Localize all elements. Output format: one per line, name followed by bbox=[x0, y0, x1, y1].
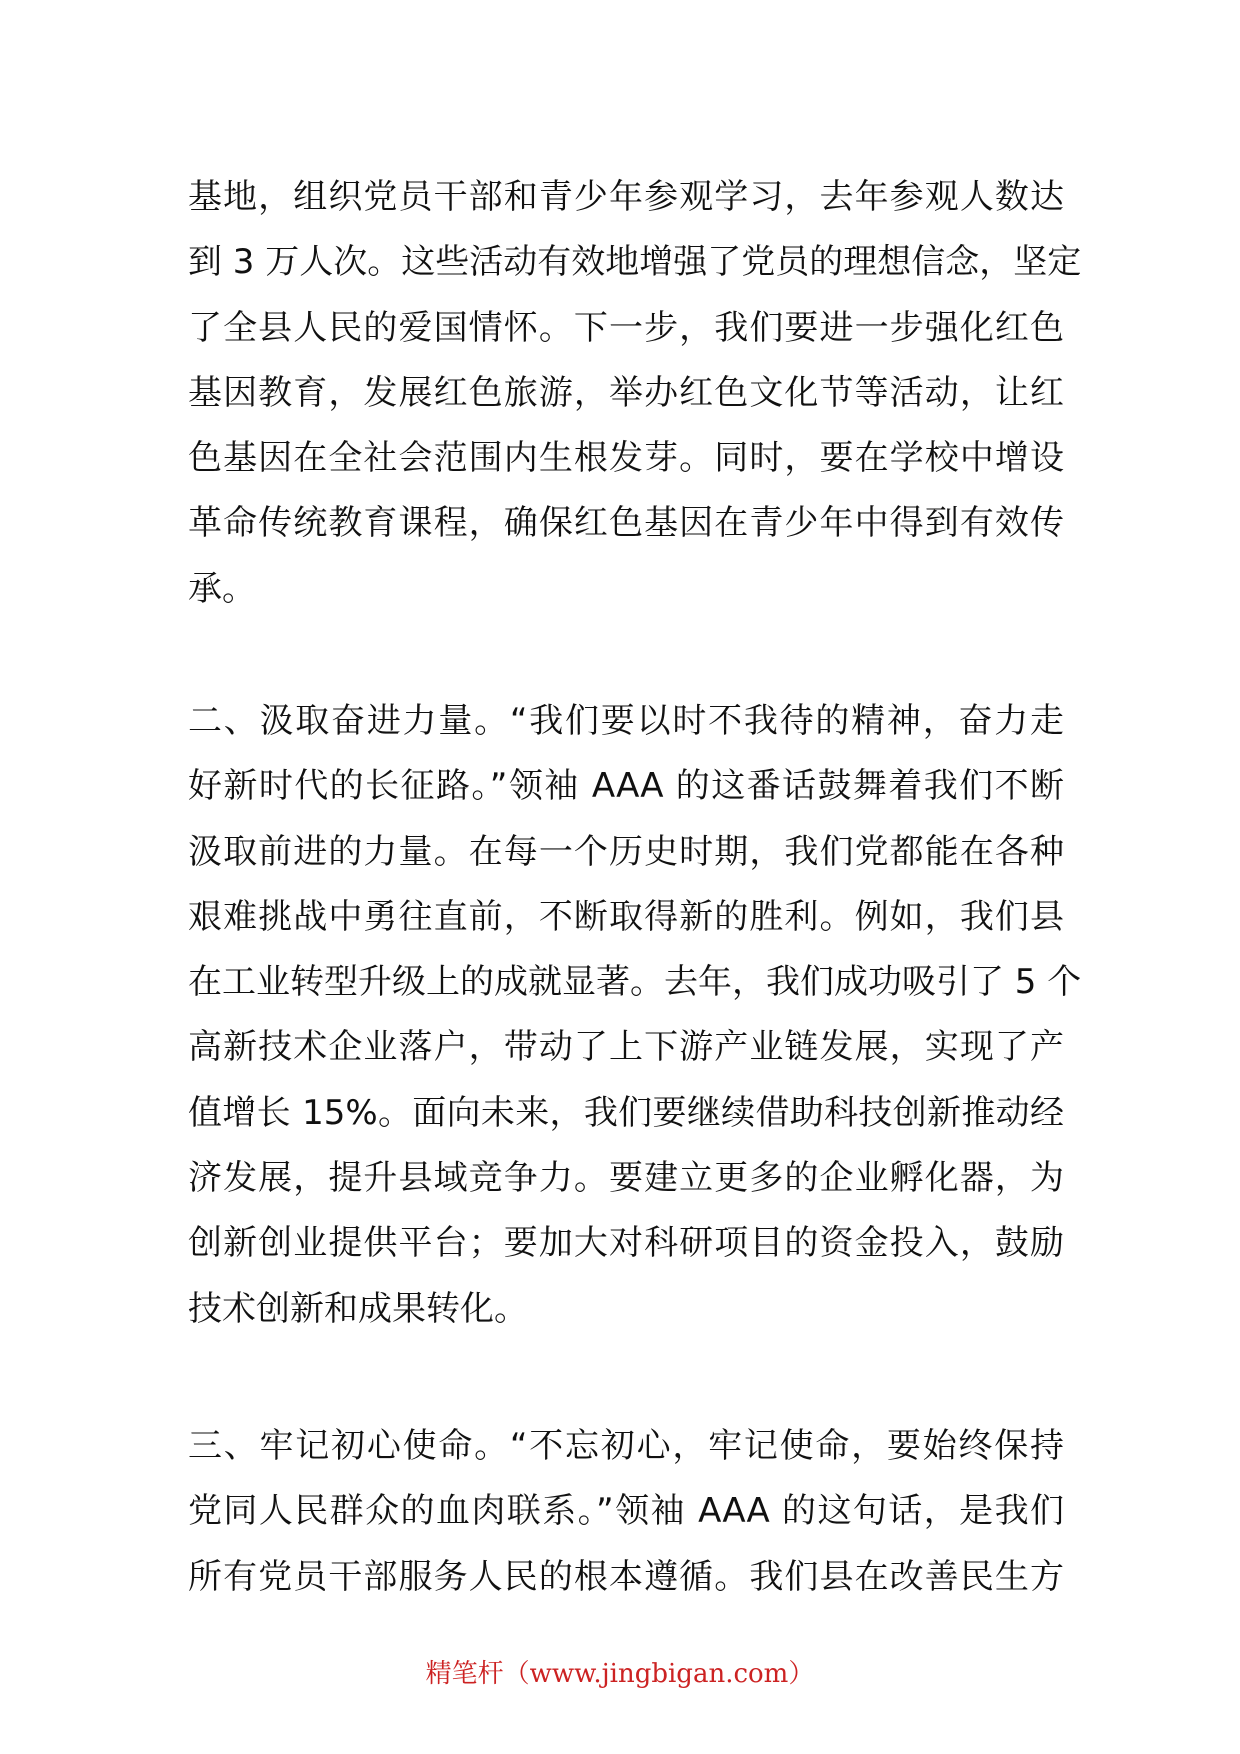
paragraph-line: 承。 bbox=[188, 568, 256, 609]
paragraph-line: 所有党员干部服务人民的根本遵循。我们县在改善民生方 bbox=[188, 1556, 1064, 1597]
paragraph-line: 济发展，提升县域竞争力。要建立更多的企业孵化器，为 bbox=[188, 1158, 1064, 1199]
paragraph-line: 二、汲取奋进力量。“我们要以时不我待的精神，奋力走 bbox=[188, 701, 1064, 741]
paragraph-3-original-mission bbox=[188, 1414, 1064, 1610]
paragraph-line: 高新技术企业落户，带动了上下游产业链发展，实现了产 bbox=[188, 1027, 1064, 1068]
paragraph-line: 在工业转型升级上的成就显著。去年，我们成功吸引了 5 个 bbox=[188, 962, 1082, 1003]
paragraph-line: 汲取前进的力量。在每一个历史时期，我们党都能在各种 bbox=[188, 831, 1064, 872]
paragraph-line: 值增长 15%。面向未来，我们要继续借助科技创新推动经 bbox=[188, 1092, 1064, 1133]
paragraph-line: 色基因在全社会范围内生根发芽。同时，要在学校中增设 bbox=[188, 438, 1064, 479]
paragraph-line: 基因教育，发展红色旅游，举办红色文化节等活动，让红 bbox=[188, 372, 1064, 413]
footer-watermark: 精笔杆（www.jingbigan.com） bbox=[425, 1659, 815, 1689]
paragraph-line: 到 3 万人次。这些活动有效地增强了党员的理想信念，坚定 bbox=[188, 242, 1082, 283]
paragraph-line: 好新时代的长征路。”领袖 AAA 的这番话鼓舞着我们不断 bbox=[188, 766, 1064, 807]
paragraph-line: 技术创新和成果转化。 bbox=[188, 1288, 528, 1329]
paragraph-line: 了全县人民的爱国情怀。下一步，我们要进一步强化红色 bbox=[188, 307, 1064, 348]
paragraph-line: 艰难挑战中勇往直前，不断取得新的胜利。例如，我们县 bbox=[188, 896, 1064, 937]
paragraph-line: 创新创业提供平台；要加大对科研项目的资金投入，鼓励 bbox=[188, 1223, 1064, 1264]
paragraph-1 bbox=[188, 165, 1082, 622]
paragraph-2-draw-strength bbox=[188, 689, 1082, 1342]
paragraph-line: 基地，组织党员干部和青少年参观学习，去年参观人数达 bbox=[188, 177, 1064, 217]
paragraph-line: 党同人民群众的血肉联系。”领袖 AAA 的这句话，是我们 bbox=[188, 1491, 1064, 1532]
paragraph-line: 革命传统教育课程，确保红色基因在青少年中得到有效传 bbox=[188, 503, 1064, 544]
paragraph-line: 三、牢记初心使命。“不忘初心，牢记使命，要始终保持 bbox=[188, 1426, 1064, 1466]
